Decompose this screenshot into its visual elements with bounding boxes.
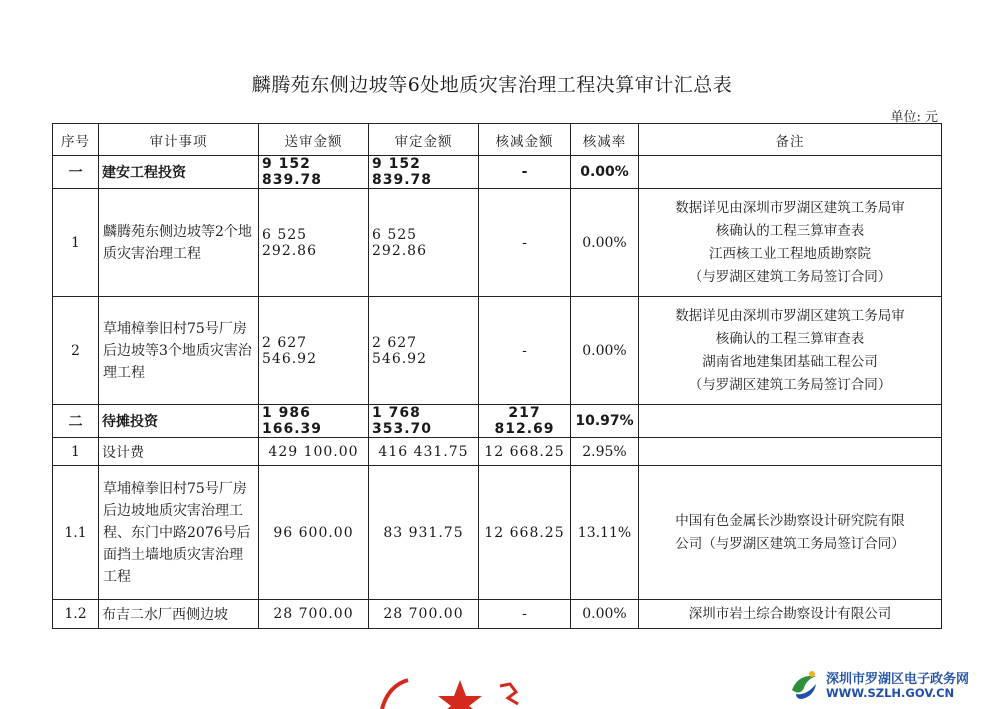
table-header-row xyxy=(53,124,942,156)
header-approved: 审定金额 xyxy=(369,124,479,156)
note-line: 深圳市岩土综合勘察设计有限公司 xyxy=(688,605,892,622)
table-row xyxy=(53,405,942,438)
cell-approved: 83 931.75 xyxy=(369,466,479,600)
cell-approved: 2 627 546.92 xyxy=(369,297,479,405)
cell-no: 二 xyxy=(53,405,99,438)
site-watermark xyxy=(786,666,976,706)
unit-label: 单位: 元 xyxy=(890,110,938,125)
cell-note xyxy=(639,297,942,405)
audit-summary-table xyxy=(52,123,942,629)
cell-submitted: 96 600.00 xyxy=(259,466,369,600)
cell-rate: 0.00% xyxy=(571,156,639,189)
cell-reduced: - xyxy=(479,189,571,297)
red-seal-stamp xyxy=(360,676,560,709)
cell-no: 1.1 xyxy=(53,466,99,600)
cell-rate: 10.97% xyxy=(571,405,639,438)
cell-rate: 2.95% xyxy=(571,438,639,466)
cell-approved: 6 525 292.86 xyxy=(369,189,479,297)
cell-rate: 0.00% xyxy=(571,600,639,629)
site-url: WWW.SZLH.GOV.CN xyxy=(826,686,955,700)
note-line: 公司（与罗湖区建筑工务局签订合同） xyxy=(675,535,905,552)
cell-reduced: 12 668.25 xyxy=(479,438,571,466)
cell-approved: 416 431.75 xyxy=(369,438,479,466)
table-row xyxy=(53,466,942,600)
cell-item: 待摊投资 xyxy=(99,405,259,438)
table-row xyxy=(53,189,942,297)
cell-note xyxy=(639,156,942,189)
header-note: 备注 xyxy=(639,124,942,156)
cell-rate: 13.11% xyxy=(571,466,639,600)
cell-item: 麟腾苑东侧边坡等2个地质灾害治理工程 xyxy=(99,189,259,297)
cell-item: 建安工程投资 xyxy=(99,156,259,189)
cell-submitted: 1 986 166.39 xyxy=(259,405,369,438)
note-line: 中国有色金属长沙勘察设计研究院有限 xyxy=(675,512,905,529)
note-line: 数据详见由深圳市罗湖区建筑工务局审 xyxy=(675,199,905,216)
cell-submitted: 9 152 839.78 xyxy=(259,156,369,189)
note-line: 核确认的工程三算审查表 xyxy=(715,330,865,347)
cell-item: 草埔樟拳旧村75号厂房后边坡等3个地质灾害治理工程 xyxy=(99,297,259,405)
document-title: 麟腾苑东侧边坡等6处地质灾害治理工程决算审计汇总表 xyxy=(251,74,733,96)
cell-approved: 28 700.00 xyxy=(369,600,479,629)
note-line: 核确认的工程三算审查表 xyxy=(715,222,865,239)
note-line: 数据详见由深圳市罗湖区建筑工务局审 xyxy=(675,307,905,324)
note-line: （与罗湖区建筑工务局签订合同） xyxy=(688,376,892,393)
note-line: （与罗湖区建筑工务局签订合同） xyxy=(688,268,892,285)
cell-rate: 0.00% xyxy=(571,297,639,405)
cell-submitted: 6 525 292.86 xyxy=(259,189,369,297)
header-item: 审计事项 xyxy=(99,124,259,156)
cell-approved: 1 768 353.70 xyxy=(369,405,479,438)
cell-no: 1 xyxy=(53,189,99,297)
cell-approved: 9 152 839.78 xyxy=(369,156,479,189)
cell-reduced: 217 812.69 xyxy=(479,405,571,438)
cell-submitted: 2 627 546.92 xyxy=(259,297,369,405)
cell-reduced: 12 668.25 xyxy=(479,466,571,600)
cell-reduced: - xyxy=(479,297,571,405)
note-line: 湖南省地建集团基础工程公司 xyxy=(702,353,878,370)
cell-note xyxy=(639,600,942,629)
cell-submitted: 429 100.00 xyxy=(259,438,369,466)
seal-star-icon xyxy=(438,680,482,709)
cell-note xyxy=(639,405,942,438)
header-submitted: 送审金额 xyxy=(259,124,369,156)
cell-reduced: - xyxy=(479,156,571,189)
table-row xyxy=(53,156,942,189)
szlh-logo-icon xyxy=(786,666,822,702)
cell-item: 布吉二水厂西侧边坡 xyxy=(99,600,259,629)
cell-note xyxy=(639,466,942,600)
header-no: 序号 xyxy=(53,124,99,156)
table-row xyxy=(53,297,942,405)
note-line: 江西核工业工程地质勘察院 xyxy=(709,245,871,262)
cell-item: 草埔樟拳旧村75号厂房后边坡地质灾害治理工程、东门中路2076号后面挡土墙地质灾害治理工程 xyxy=(99,466,259,600)
header-reduced: 核减金额 xyxy=(479,124,571,156)
cell-rate: 0.00% xyxy=(571,189,639,297)
table-row xyxy=(53,600,942,629)
cell-no: 一 xyxy=(53,156,99,189)
site-name: 深圳市罗湖区电子政务网 xyxy=(826,672,970,687)
cell-note xyxy=(639,189,942,297)
cell-no: 1 xyxy=(53,438,99,466)
table-row xyxy=(53,438,942,466)
cell-submitted: 28 700.00 xyxy=(259,600,369,629)
cell-item: 设计费 xyxy=(99,438,259,466)
cell-reduced: - xyxy=(479,600,571,629)
cell-no: 1.2 xyxy=(53,600,99,629)
cell-no: 2 xyxy=(53,297,99,405)
cell-note xyxy=(639,438,942,466)
header-rate: 核减率 xyxy=(571,124,639,156)
